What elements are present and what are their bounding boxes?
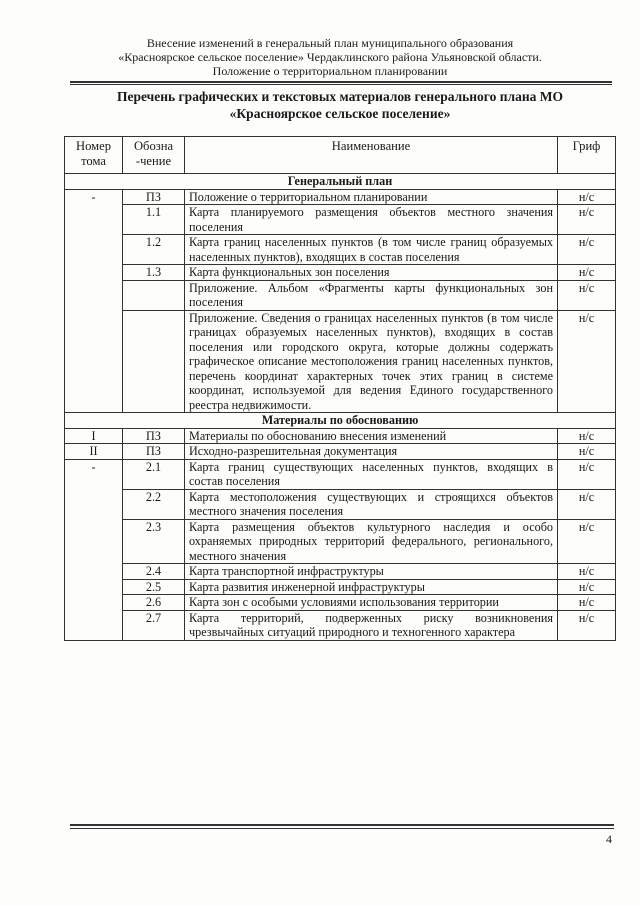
cell-designation: 1.2	[123, 235, 185, 265]
cell-designation: 2.5	[123, 579, 185, 595]
cell-designation: 2.6	[123, 595, 185, 611]
cell-name: Приложение. Сведения о границах населенных пунктов (в том числе границах образуемых населенных пунктов), входящих в состав поселения или городского округа, которые должны содержать графическое описание местоположения границ населенных пунктов, перечень координат характерных точек этих границ в системе координат, используемой для ведения Единого государственного реестра недвижимости.	[185, 310, 558, 413]
cell-designation: ПЗ	[123, 189, 185, 205]
header-line-3: Положение о территориальном планировании	[212, 64, 448, 78]
header-rule-thick	[70, 81, 612, 83]
cell-volume	[65, 235, 123, 265]
cell-name: Карта транспортной инфраструктуры	[185, 564, 558, 580]
cell-stamp: н/с	[558, 235, 616, 265]
cell-designation: 1.3	[123, 265, 185, 281]
table-row	[65, 235, 616, 265]
header-rule-thin	[70, 84, 612, 85]
cell-stamp: н/с	[558, 564, 616, 580]
col-header-volume: Номер тома	[65, 137, 123, 174]
col-header-stamp: Гриф	[558, 137, 616, 174]
cell-volume	[65, 280, 123, 310]
cell-stamp: н/с	[558, 579, 616, 595]
cell-name: Карта функциональных зон поселения	[185, 265, 558, 281]
header-line-1: Внесение изменений в генеральный план муниципального образования	[146, 36, 514, 50]
table-row	[65, 280, 616, 310]
table-row	[65, 610, 616, 640]
table-row	[65, 489, 616, 519]
cell-name: Карта планируемого размещения объектов местного значения поселения	[185, 205, 558, 235]
page-number: 4	[606, 832, 612, 846]
cell-volume	[65, 489, 123, 519]
cell-designation: ПЗ	[123, 444, 185, 460]
cell-stamp: н/с	[558, 444, 616, 460]
cell-stamp: н/с	[558, 280, 616, 310]
table-row	[65, 205, 616, 235]
table-row	[65, 428, 616, 444]
cell-volume	[65, 579, 123, 595]
header-line-2: «Красноярское сельское поселение» Чердаклинского района Ульяновской области.	[118, 50, 542, 64]
cell-stamp: н/с	[558, 265, 616, 281]
title-line-1: Перечень графических и текстовых материалов генерального плана МО	[117, 89, 563, 104]
cell-name: Карта размещения объектов культурного наследия и особо охраняемых природных территорий федерального, регионального, местного значения	[185, 519, 558, 564]
table-row	[65, 519, 616, 564]
cell-stamp: н/с	[558, 189, 616, 205]
cell-designation	[123, 310, 185, 413]
section-title: Материалы по обоснованию	[65, 413, 616, 429]
cell-volume	[65, 595, 123, 611]
cell-designation	[123, 280, 185, 310]
table-header-row	[65, 137, 616, 174]
cell-stamp: н/с	[558, 310, 616, 413]
cell-designation: 2.7	[123, 610, 185, 640]
col-header-designation: Обозна -чение	[123, 137, 185, 174]
cell-volume	[65, 265, 123, 281]
footer-rule-thin	[70, 828, 614, 829]
cell-volume: -	[65, 459, 123, 489]
cell-stamp: н/с	[558, 595, 616, 611]
cell-stamp: н/с	[558, 519, 616, 564]
footer-rule-thick	[70, 824, 614, 826]
running-header	[60, 36, 600, 78]
document-title	[60, 88, 620, 122]
cell-volume	[65, 205, 123, 235]
cell-name: Карта границ существующих населенных пунктов, входящих в состав поселения	[185, 459, 558, 489]
cell-name: Карта территорий, подверженных риску возникновения чрезвычайных ситуаций природного и техногенного характера	[185, 610, 558, 640]
cell-volume	[65, 519, 123, 564]
cell-volume: I	[65, 428, 123, 444]
cell-designation: 2.2	[123, 489, 185, 519]
cell-designation: 2.3	[123, 519, 185, 564]
cell-name: Исходно-разрешительная документация	[185, 444, 558, 460]
cell-volume	[65, 610, 123, 640]
cell-stamp: н/с	[558, 428, 616, 444]
cell-volume	[65, 310, 123, 413]
table-row	[65, 564, 616, 580]
cell-designation: 1.1	[123, 205, 185, 235]
cell-stamp: н/с	[558, 489, 616, 519]
table-row	[65, 595, 616, 611]
section-row-general-plan	[65, 174, 616, 190]
table-row	[65, 459, 616, 489]
cell-name: Положение о территориальном планировании	[185, 189, 558, 205]
cell-stamp: н/с	[558, 610, 616, 640]
section-title: Генеральный план	[65, 174, 616, 190]
materials-table	[64, 136, 616, 641]
cell-designation: 2.1	[123, 459, 185, 489]
cell-volume: -	[65, 189, 123, 205]
cell-stamp: н/с	[558, 205, 616, 235]
table-row	[65, 444, 616, 460]
cell-name: Материалы по обоснованию внесения изменений	[185, 428, 558, 444]
table-row	[65, 310, 616, 413]
cell-volume: II	[65, 444, 123, 460]
table-row	[65, 189, 616, 205]
cell-name: Приложение. Альбом «Фрагменты карты функциональных зон поселения	[185, 280, 558, 310]
cell-designation: 2.4	[123, 564, 185, 580]
table-row	[65, 265, 616, 281]
title-line-2: «Красноярское сельское поселение»	[229, 106, 451, 121]
cell-stamp: н/с	[558, 459, 616, 489]
col-header-name: Наименование	[185, 137, 558, 174]
cell-designation: ПЗ	[123, 428, 185, 444]
cell-name: Карта зон с особыми условиями использования территории	[185, 595, 558, 611]
cell-name: Карта границ населенных пунктов (в том числе границ образуемых населенных пунктов), входящих в состав поселения	[185, 235, 558, 265]
table-row	[65, 579, 616, 595]
cell-name: Карта местоположения существующих и строящихся объектов местного значения поселения	[185, 489, 558, 519]
cell-name: Карта развития инженерной инфраструктуры	[185, 579, 558, 595]
section-row-justification	[65, 413, 616, 429]
cell-volume	[65, 564, 123, 580]
